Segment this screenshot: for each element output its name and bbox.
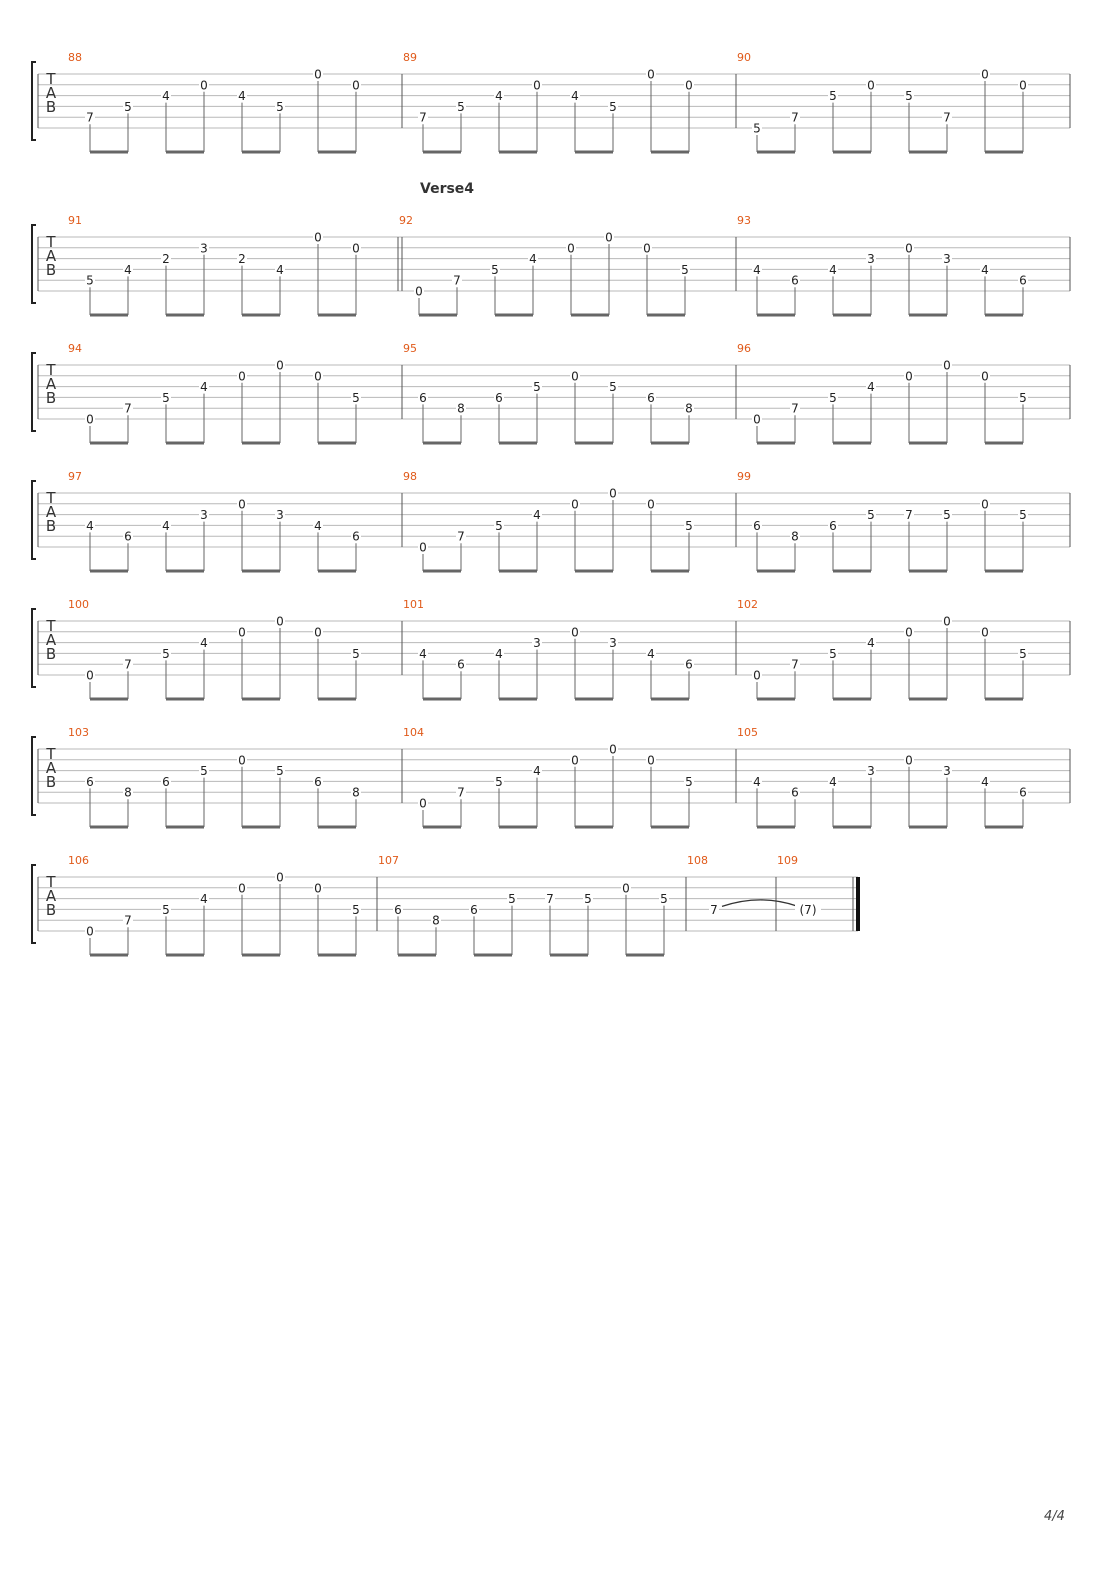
measure-number: 98 — [403, 470, 417, 483]
measure-number: 99 — [737, 470, 751, 483]
fret-number: 3 — [609, 636, 617, 651]
fret-number: 3 — [200, 241, 208, 256]
system-bracket — [32, 225, 36, 303]
fret-number: 6 — [352, 529, 360, 544]
fret-number: 0 — [238, 625, 246, 640]
tab-clef-letter: T — [46, 489, 56, 507]
fret-number: 6 — [419, 390, 427, 405]
measure-number: 104 — [403, 726, 424, 739]
fret-number: 4 — [753, 262, 761, 277]
fret-number: 0 — [981, 67, 989, 82]
fret-number: 8 — [124, 785, 132, 800]
fret-number: 0 — [605, 230, 613, 245]
fret-number: 5 — [685, 518, 693, 533]
fret-number: 0 — [238, 881, 246, 896]
measure-number: 90 — [737, 51, 751, 64]
fret-number: 0 — [905, 241, 913, 256]
fret-number: 5 — [867, 508, 875, 523]
tab-clef-letter: B — [45, 517, 57, 535]
fret-number: 3 — [943, 252, 951, 267]
fret-number: 0 — [1019, 78, 1027, 93]
fret-number: 3 — [533, 636, 541, 651]
fret-number: 3 — [276, 508, 284, 523]
tab-clef-letter: A — [45, 759, 57, 777]
fret-number: 5 — [276, 764, 284, 779]
fret-number: 6 — [470, 902, 478, 917]
fret-number: 0 — [571, 369, 579, 384]
tab-clef-letter: T — [46, 617, 56, 635]
fret-number: 0 — [943, 614, 951, 629]
fret-number: 0 — [352, 78, 360, 93]
fret-number: 5 — [491, 262, 499, 277]
tab-clef-letter: A — [45, 375, 57, 393]
fret-number: 7 — [546, 892, 554, 907]
tab-clef-letter: T — [46, 873, 56, 891]
fret-number: 0 — [643, 241, 651, 256]
fret-number: 4 — [200, 380, 208, 395]
fret-number: 4 — [533, 764, 541, 779]
fret-number: 4 — [276, 262, 284, 277]
fret-number: 4 — [495, 646, 503, 661]
tab-clef-letter: B — [45, 389, 57, 407]
fret-number: 0 — [276, 358, 284, 373]
fret-number: 7 — [943, 110, 951, 125]
measure-number: 88 — [68, 51, 82, 64]
fret-number: 0 — [86, 668, 94, 683]
fret-number: 0 — [753, 412, 761, 427]
measure-number: 95 — [403, 342, 417, 355]
fret-number: 5 — [352, 390, 360, 405]
measure-number: 97 — [68, 470, 82, 483]
fret-number: 5 — [584, 892, 592, 907]
tab-clef-letter: T — [46, 70, 56, 88]
fret-number: 0 — [314, 625, 322, 640]
fret-number: 0 — [905, 625, 913, 640]
fret-number: 4 — [981, 774, 989, 789]
system-bracket — [32, 481, 36, 559]
fret-number: 0 — [567, 241, 575, 256]
fret-number: 7 — [710, 902, 718, 917]
fret-number: (7) — [799, 902, 817, 917]
fret-number: 6 — [647, 390, 655, 405]
fret-number: 7 — [791, 401, 799, 416]
fret-number: 5 — [124, 99, 132, 114]
fret-number: 7 — [453, 273, 461, 288]
fret-number: 4 — [162, 89, 170, 104]
fret-number: 6 — [314, 774, 322, 789]
system-bracket — [32, 865, 36, 943]
measure-number: 107 — [378, 854, 399, 867]
fret-number: 5 — [533, 380, 541, 395]
tab-clef-letter: A — [45, 887, 57, 905]
fret-number: 0 — [943, 358, 951, 373]
fret-number: 0 — [419, 540, 427, 555]
fret-number: 0 — [981, 497, 989, 512]
fret-number: 3 — [943, 764, 951, 779]
fret-number: 5 — [905, 89, 913, 104]
fret-number: 0 — [622, 881, 630, 896]
fret-number: 6 — [791, 273, 799, 288]
fret-number: 0 — [981, 369, 989, 384]
fret-number: 4 — [124, 262, 132, 277]
fret-number: 4 — [867, 380, 875, 395]
fret-number: 0 — [685, 78, 693, 93]
fret-number: 0 — [571, 497, 579, 512]
fret-number: 2 — [238, 252, 246, 267]
fret-number: 0 — [238, 753, 246, 768]
fret-number: 0 — [314, 67, 322, 82]
fret-number: 0 — [981, 625, 989, 640]
measure-number: 103 — [68, 726, 89, 739]
fret-number: 6 — [457, 657, 465, 672]
fret-number: 0 — [905, 753, 913, 768]
tab-clef-letter: A — [45, 247, 57, 265]
fret-number: 5 — [609, 380, 617, 395]
fret-number: 8 — [432, 913, 440, 928]
measure-number: 106 — [68, 854, 89, 867]
fret-number: 6 — [1019, 785, 1027, 800]
tab-clef-letter: B — [45, 773, 57, 791]
fret-number: 7 — [124, 913, 132, 928]
section-label: Verse4 — [420, 181, 475, 197]
fret-number: 0 — [571, 753, 579, 768]
fret-number: 8 — [457, 401, 465, 416]
fret-number: 0 — [419, 796, 427, 811]
fret-number: 6 — [495, 390, 503, 405]
measure-number: 91 — [68, 214, 82, 227]
tab-clef-letter: A — [45, 503, 57, 521]
measure-number: 96 — [737, 342, 751, 355]
fret-number: 6 — [685, 657, 693, 672]
fret-number: 4 — [647, 646, 655, 661]
measure-number: 105 — [737, 726, 758, 739]
fret-number: 0 — [314, 230, 322, 245]
measure-number: 109 — [777, 854, 798, 867]
fret-number: 0 — [647, 753, 655, 768]
fret-number: 7 — [124, 657, 132, 672]
fret-number: 4 — [86, 518, 94, 533]
fret-number: 0 — [753, 668, 761, 683]
measure-number: 102 — [737, 598, 758, 611]
fret-number: 7 — [905, 508, 913, 523]
fret-number: 4 — [753, 774, 761, 789]
fret-number: 0 — [352, 241, 360, 256]
fret-number: 5 — [162, 646, 170, 661]
system-bracket — [32, 609, 36, 687]
fret-number: 5 — [495, 774, 503, 789]
fret-number: 0 — [238, 497, 246, 512]
fret-number: 7 — [457, 785, 465, 800]
measure-number: 89 — [403, 51, 417, 64]
fret-number: 0 — [867, 78, 875, 93]
fret-number: 5 — [162, 390, 170, 405]
fret-number: 6 — [162, 774, 170, 789]
fret-number: 5 — [200, 764, 208, 779]
fret-number: 7 — [791, 110, 799, 125]
fret-number: 4 — [533, 508, 541, 523]
fret-number: 0 — [609, 486, 617, 501]
fret-number: 4 — [419, 646, 427, 661]
fret-number: 5 — [609, 99, 617, 114]
tab-clef-letter: B — [45, 261, 57, 279]
fret-number: 5 — [829, 390, 837, 405]
fret-number: 4 — [981, 262, 989, 277]
fret-number: 6 — [1019, 273, 1027, 288]
fret-number: 5 — [1019, 508, 1027, 523]
fret-number: 6 — [791, 785, 799, 800]
fret-number: 5 — [681, 262, 689, 277]
measure-number: 94 — [68, 342, 82, 355]
fret-number: 5 — [352, 902, 360, 917]
tab-clef-letter: T — [46, 745, 56, 763]
fret-number: 5 — [457, 99, 465, 114]
tie-arc — [722, 900, 798, 907]
fret-number: 7 — [86, 110, 94, 125]
fret-number: 5 — [829, 646, 837, 661]
fret-number: 0 — [276, 614, 284, 629]
fret-number: 2 — [162, 252, 170, 267]
fret-number: 4 — [571, 89, 579, 104]
fret-number: 0 — [533, 78, 541, 93]
fret-number: 0 — [571, 625, 579, 640]
fret-number: 8 — [685, 401, 693, 416]
fret-number: 4 — [529, 252, 537, 267]
fret-number: 3 — [200, 508, 208, 523]
fret-number: 3 — [867, 252, 875, 267]
tab-clef-letter: B — [45, 645, 57, 663]
system-bracket — [32, 737, 36, 815]
fret-number: 4 — [200, 892, 208, 907]
fret-number: 4 — [314, 518, 322, 533]
tab-clef-letter: B — [45, 901, 57, 919]
fret-number: 7 — [419, 110, 427, 125]
fret-number: 5 — [829, 89, 837, 104]
system-bracket — [32, 62, 36, 140]
fret-number: 0 — [276, 870, 284, 885]
tab-clef-letter: A — [45, 84, 57, 102]
fret-number: 5 — [1019, 646, 1027, 661]
fret-number: 6 — [86, 774, 94, 789]
measure-number: 93 — [737, 214, 751, 227]
page-number: 4/4 — [1044, 1509, 1065, 1524]
fret-number: 0 — [609, 742, 617, 757]
measure-number: 100 — [68, 598, 89, 611]
measure-number: 92 — [399, 214, 413, 227]
tab-clef-letter: T — [46, 361, 56, 379]
fret-number: 6 — [124, 529, 132, 544]
fret-number: 5 — [660, 892, 668, 907]
fret-number: 5 — [495, 518, 503, 533]
fret-number: 0 — [200, 78, 208, 93]
fret-number: 5 — [943, 508, 951, 523]
fret-number: 5 — [352, 646, 360, 661]
fret-number: 4 — [200, 636, 208, 651]
fret-number: 4 — [867, 636, 875, 651]
fret-number: 5 — [86, 273, 94, 288]
fret-number: 0 — [415, 284, 423, 299]
fret-number: 6 — [394, 902, 402, 917]
fret-number: 5 — [276, 99, 284, 114]
fret-number: 4 — [238, 89, 246, 104]
fret-number: 7 — [457, 529, 465, 544]
fret-number: 3 — [867, 764, 875, 779]
fret-number: 5 — [162, 902, 170, 917]
fret-number: 0 — [86, 924, 94, 939]
fret-number: 4 — [495, 89, 503, 104]
fret-number: 8 — [791, 529, 799, 544]
fret-number: 4 — [829, 774, 837, 789]
system-bracket — [32, 353, 36, 431]
tab-clef-letter: A — [45, 631, 57, 649]
fret-number: 0 — [647, 497, 655, 512]
fret-number: 0 — [314, 881, 322, 896]
fret-number: 5 — [685, 774, 693, 789]
fret-number: 6 — [753, 518, 761, 533]
measure-number: 101 — [403, 598, 424, 611]
fret-number: 7 — [791, 657, 799, 672]
fret-number: 0 — [86, 412, 94, 427]
fret-number: 0 — [314, 369, 322, 384]
fret-number: 6 — [829, 518, 837, 533]
fret-number: 0 — [905, 369, 913, 384]
fret-number: 0 — [647, 67, 655, 82]
fret-number: 5 — [508, 892, 516, 907]
fret-number: 7 — [124, 401, 132, 416]
measure-number: 108 — [687, 854, 708, 867]
fret-number: 5 — [1019, 390, 1027, 405]
tab-clef-letter: T — [46, 233, 56, 251]
fret-number: 4 — [162, 518, 170, 533]
fret-number: 4 — [829, 262, 837, 277]
fret-number: 8 — [352, 785, 360, 800]
tab-clef-letter: B — [45, 98, 57, 116]
fret-number: 0 — [238, 369, 246, 384]
fret-number: 5 — [753, 121, 761, 136]
